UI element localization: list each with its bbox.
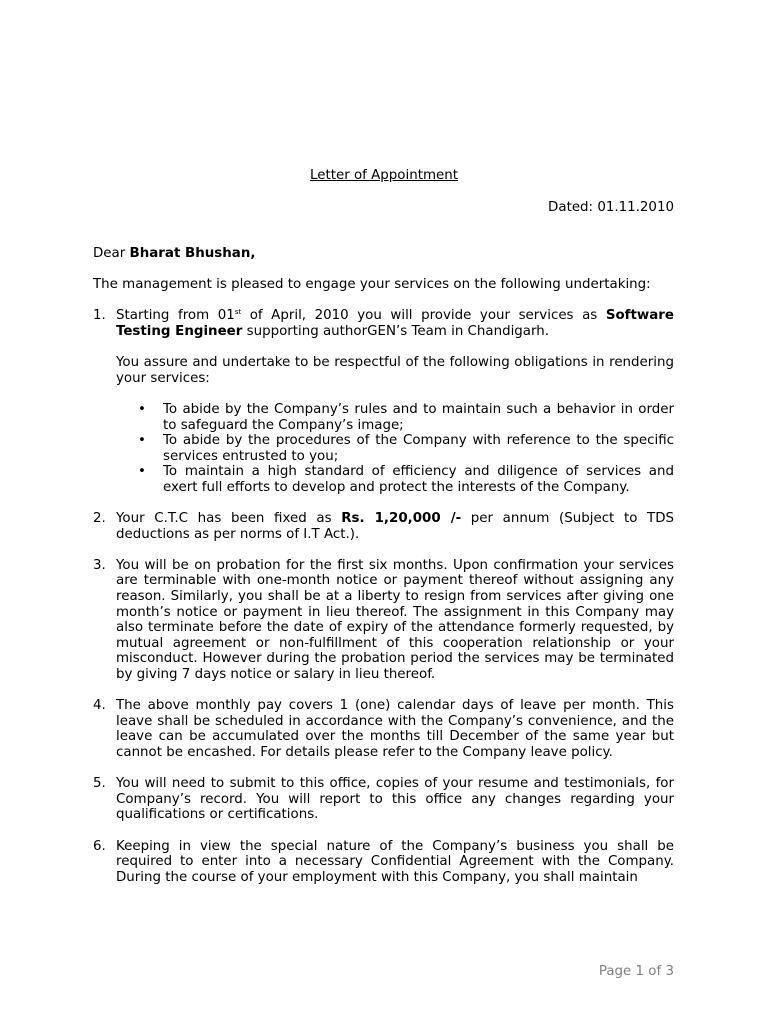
recipient-name: Bharat Bhushan, <box>129 246 256 261</box>
item-5-text: You will need to submit to this office, copies of your resume and testimonials, for Company’s record. You will report to this office any changes regarding your qualifications or certifications. <box>116 776 674 823</box>
salutation-prefix: Dear <box>93 246 130 261</box>
list-item <box>138 433 674 464</box>
ordinal-suffix: st <box>234 308 242 317</box>
salutation <box>93 246 674 262</box>
list-item <box>138 401 674 433</box>
item-1-text <box>116 308 674 339</box>
obligations-list <box>116 402 674 496</box>
letter-body <box>93 246 674 885</box>
item-6-text: Keeping in view the special nature of the Company’s business you shall be required to enter into a necessary Confidential Agreement with the Company. During the course of your employment with this Company, you shall maintain <box>116 838 674 885</box>
bullet-icon: • <box>138 464 146 480</box>
list-item-5 <box>93 776 674 823</box>
bullet-icon: • <box>138 433 146 449</box>
bullet-text: To abide by the procedures of the Company with reference to the specific services entrusted to you; <box>163 433 674 464</box>
intro-paragraph: The management is pleased to engage your services on the following undertaking: <box>93 277 651 293</box>
item-2-text-a: Your C.T.C has been fixed as <box>116 511 342 527</box>
list-number: 2. <box>93 511 106 527</box>
item-1-text-c: supporting authorGEN’s Team in Chandigarh. <box>242 323 550 339</box>
item-3-text: You will be on probation for the first six months. Upon confirmation your services are terminable with one-month notice or payment thereof without assigning any reason. Similarly, you shall be at a liberty to resign from services after giving one month’s notice or payment in lieu thereof. The assignment in this Company may also terminate before the date of expiry of the attendance formerly requested, by mutual agreement or non-fulfillment of this cooperation relationship or your misconduct. However during the probation period the services may be terminated by giving 7 days notice or salary in lieu thereof. <box>116 557 674 683</box>
obligations-intro: You assure and undertake to be respectful of the following obligations in rendering your services: <box>116 355 674 386</box>
list-number: 6. <box>93 838 106 854</box>
job-role: Software Testing Engineer <box>116 308 674 339</box>
list-number: 1. <box>93 308 106 324</box>
list-number: 3. <box>93 557 106 573</box>
bullet-text: To maintain a high standard of efficiency and diligence of services and exert full efforts to develop and protect the interests of the Company. <box>163 464 674 495</box>
item-2-text <box>116 511 674 542</box>
list-item-2 <box>93 511 674 542</box>
list-number: 5. <box>93 776 106 792</box>
bullet-text: To abide by the Company’s rules and to maintain such a behavior in order to safeguard the Company’s image; <box>163 401 674 433</box>
list-item-6 <box>93 839 674 886</box>
list-number: 4. <box>93 698 106 714</box>
item-4-text: The above monthly pay covers 1 (one) calendar days of leave per month. This leave shall be scheduled in accordance with the Company’s convenience, and the leave can be accumulated over the months till December of the same year but cannot be encashed. For details please refer to the Company leave policy. <box>116 698 674 760</box>
list-item-1 <box>93 308 674 495</box>
list-item <box>138 464 674 495</box>
list-item-4 <box>93 698 674 760</box>
letter-date: Dated: 01.11.2010 <box>548 200 674 215</box>
letter-title: Letter of Appointment <box>310 168 458 183</box>
item-2-text-b: per annum (Subject to TDS deductions as per norms of I.T Act.). <box>116 511 675 542</box>
bullet-icon: • <box>138 401 146 417</box>
list-item-3 <box>93 558 674 683</box>
item-1-text-a: Starting from 01 <box>116 308 235 324</box>
item-1-text-b: of April, 2010 you will provide your services as <box>241 308 606 324</box>
salary-amount: Rs. 1,20,000 /- <box>341 511 462 527</box>
page-number: Page 1 of 3 <box>598 964 674 979</box>
